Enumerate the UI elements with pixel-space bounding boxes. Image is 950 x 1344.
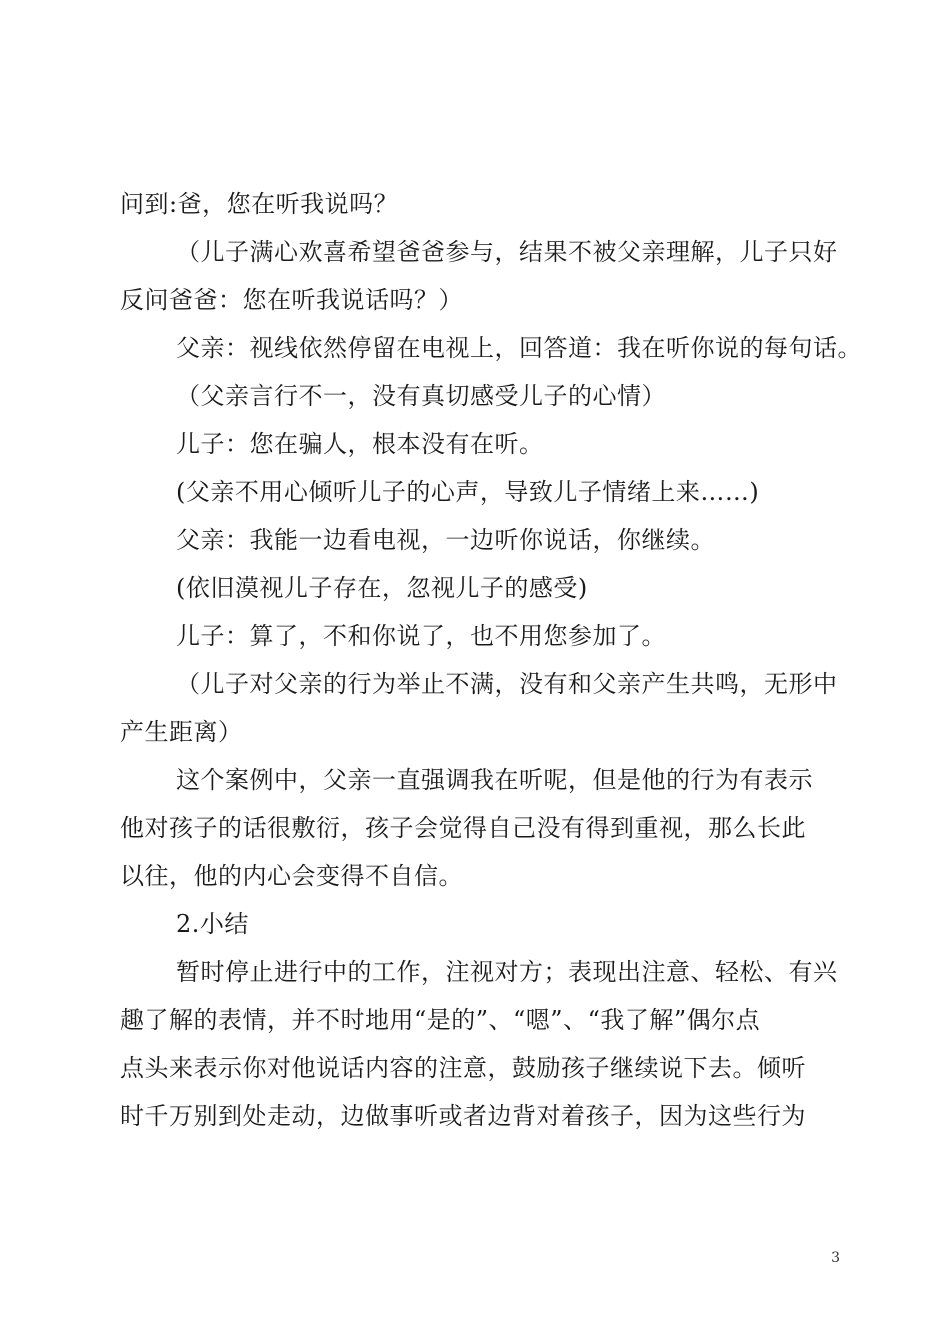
text-line: 儿子：算了，不和你说了，也不用您参加了。 <box>176 622 666 650</box>
text-line: 暂时停止进行中的工作，注视对方；表现出注意、轻松、有兴 <box>176 958 838 986</box>
text-line: 时千万别到处走动，边做事听或者边背对着孩子，因为这些行为 <box>120 1102 806 1130</box>
text-line: 问到:爸，您在听我说吗？ <box>120 190 399 218</box>
text-line: 儿子：您在骗人，根本没有在听。 <box>176 430 544 458</box>
text-line: (依旧漠视儿子存在，忽视儿子的感受) <box>176 574 588 602</box>
text-line: 父亲：视线依然停留在电视上，回答道：我在听你说的每句话。 <box>176 334 862 362</box>
text-line: 以往，他的内心会变得不自信。 <box>120 862 463 890</box>
text-line: 趣了解的表情，并不时地用“是的”、“嗯”、“我了解”偶尔点 <box>120 1006 761 1034</box>
body-text <box>120 180 862 1140</box>
text-line: （儿子对父亲的行为举止不满，没有和父亲产生共鸣，无形中 <box>176 670 838 698</box>
text-line: 父亲：我能一边看电视，一边听你说话，你继续。 <box>176 526 715 554</box>
text-line: 产生距离） <box>120 718 243 746</box>
text-line: 反问爸爸：您在听我说话吗？） <box>120 286 463 314</box>
text-line: 他对孩子的话很敷衍，孩子会觉得自己没有得到重视，那么长此 <box>120 814 806 842</box>
text-line: 点头来表示你对他说话内容的注意，鼓励孩子继续说下去。倾听 <box>120 1054 806 1082</box>
text-line: (父亲不用心倾听儿子的心声，导致儿子情绪上来……) <box>176 478 760 506</box>
page-number: 3 <box>831 1250 840 1266</box>
text-line: （儿子满心欢喜希望爸爸参与，结果不被父亲理解，儿子只好 <box>176 238 838 266</box>
section-heading: 2.小结 <box>176 910 249 938</box>
text-line: 这个案例中，父亲一直强调我在听呢，但是他的行为有表示 <box>176 766 813 794</box>
text-line: （父亲言行不一，没有真切感受儿子的心情） <box>176 382 666 410</box>
